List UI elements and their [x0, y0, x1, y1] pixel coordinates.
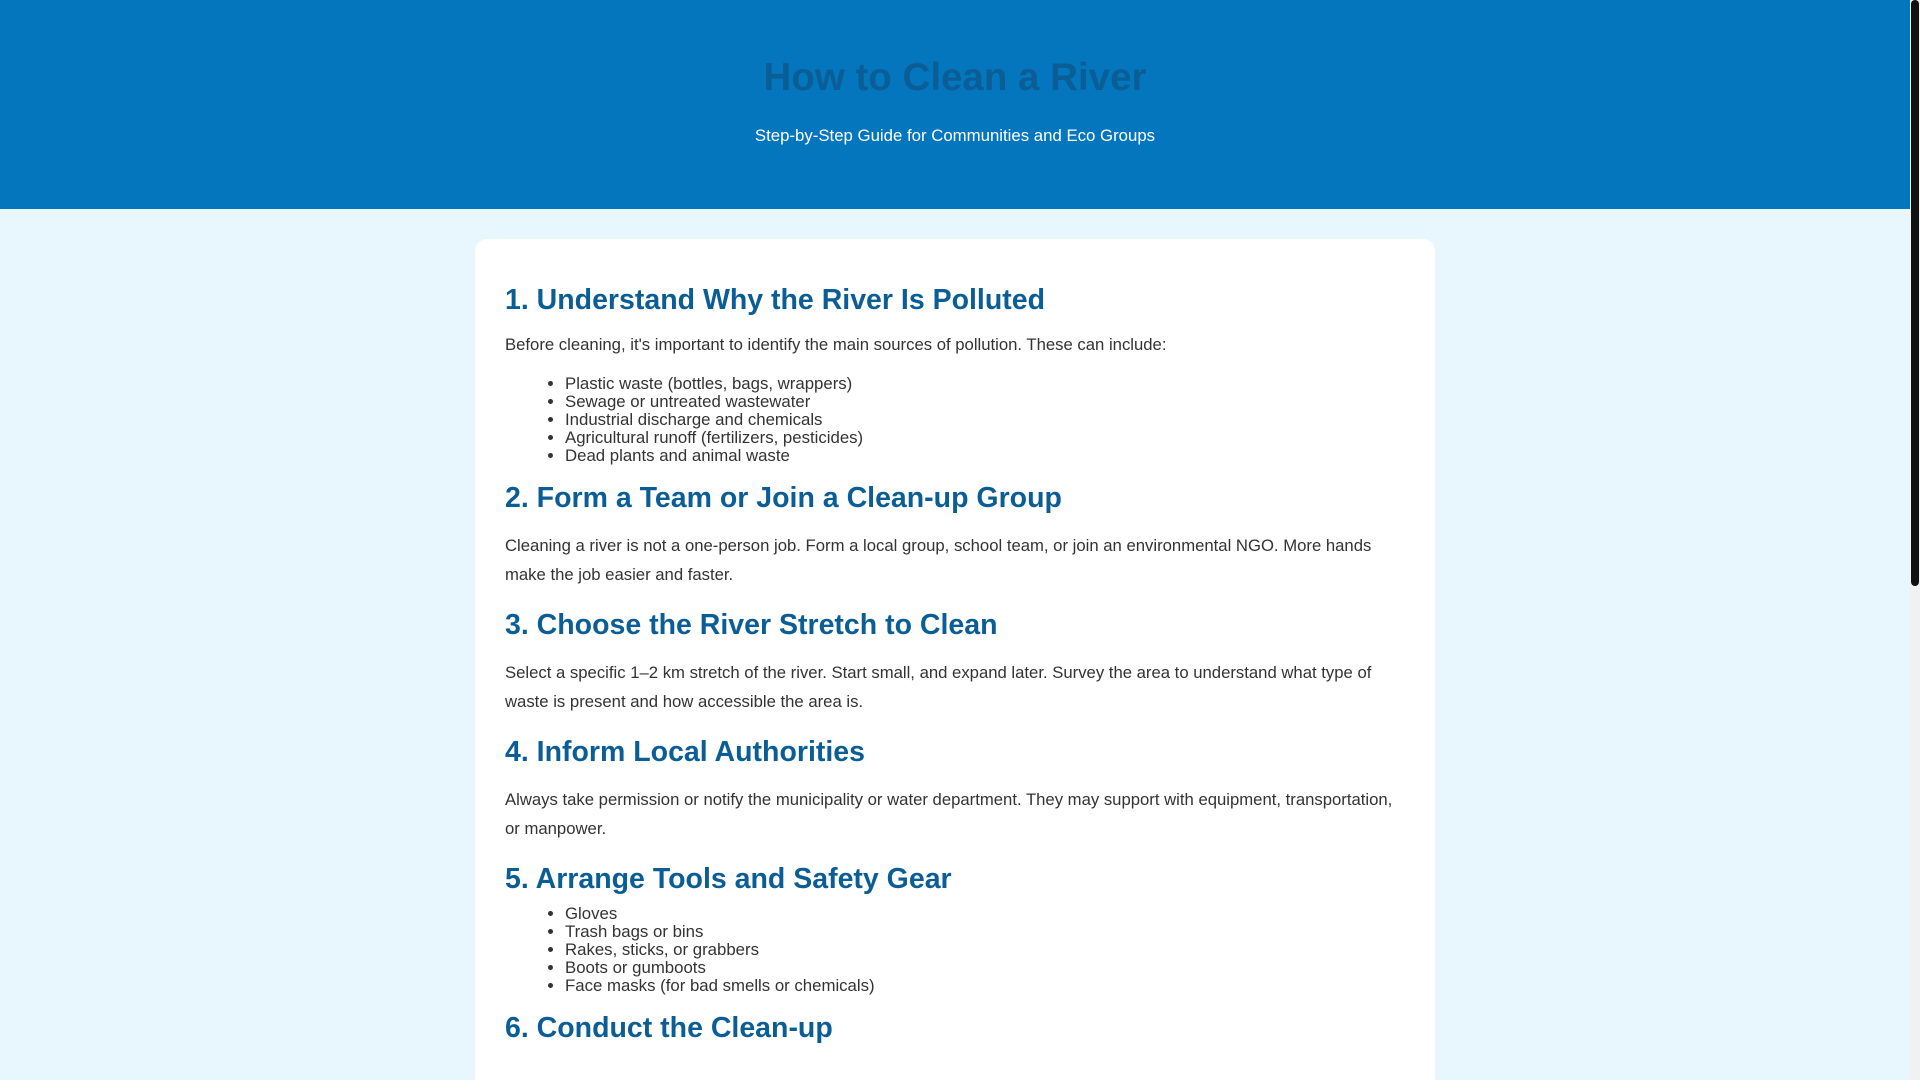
section-text: Select a specific 1–2 km stretch of the river. Start small, and expand later. Survey the area to understand what type of waste is present and how accessible the area is.: [505, 663, 1372, 711]
section-text: Cleaning a river is not a one-person job. Form a local group, school team, or join an environmental NGO. More hands make the job easier and faster.: [505, 536, 1372, 584]
list-item: • Sewage or untreated wastewater: [565, 393, 1405, 411]
scrollbar-thumb[interactable]: [1911, 0, 1919, 586]
section-heading: 3. Choose the River Stretch to Clean: [505, 609, 998, 641]
list-item: • Boots or gumboots: [565, 959, 1405, 977]
list-item: • Rakes, sticks, or grabbers: [565, 941, 1405, 959]
guide-content-card: [475, 239, 1435, 1080]
section-heading: 4. Inform Local Authorities: [505, 736, 865, 768]
section-tools-safety: [505, 863, 1405, 995]
list-item: • Agricultural runoff (fertilizers, pesticides): [565, 429, 1405, 447]
list-item: • Trash bags or bins: [565, 923, 1405, 941]
list-item: • Industrial discharge and chemicals: [565, 411, 1405, 429]
tools-list: [505, 905, 1405, 995]
section-heading: 2. Form a Team or Join a Clean-up Group: [505, 482, 1062, 514]
section-heading: 6. Conduct the Clean-up: [505, 1012, 833, 1044]
section-text: Always take permission or notify the municipality or water department. They may support with equipment, transportation, or manpower.: [505, 790, 1393, 838]
page-subtitle: Step-by-Step Guide for Communities and Eco Groups: [754, 126, 1156, 145]
vertical-scrollbar[interactable]: [1910, 0, 1920, 1080]
list-item: • Plastic waste (bottles, bags, wrappers): [565, 375, 1405, 393]
list-item: • Gloves: [565, 905, 1405, 923]
section-form-team: [505, 482, 1405, 589]
section-heading: 5. Arrange Tools and Safety Gear: [505, 863, 952, 895]
list-item: • Face masks (for bad smells or chemicals): [565, 977, 1405, 995]
section-choose-stretch: [505, 609, 1405, 716]
page-header: [0, 0, 1910, 209]
page-title: How to Clean a River: [763, 56, 1147, 99]
section-intro: Before cleaning, it's important to identify the main sources of pollution. These can include:: [505, 335, 1167, 354]
section-inform-authorities: [505, 736, 1405, 843]
section-conduct-cleanup: [505, 1012, 1405, 1044]
pollution-sources-list: [505, 375, 1405, 465]
list-item: • Dead plants and animal waste: [565, 447, 1405, 465]
section-heading: 1. Understand Why the River Is Polluted: [505, 284, 1046, 316]
section-understand-pollution: [505, 284, 1405, 465]
